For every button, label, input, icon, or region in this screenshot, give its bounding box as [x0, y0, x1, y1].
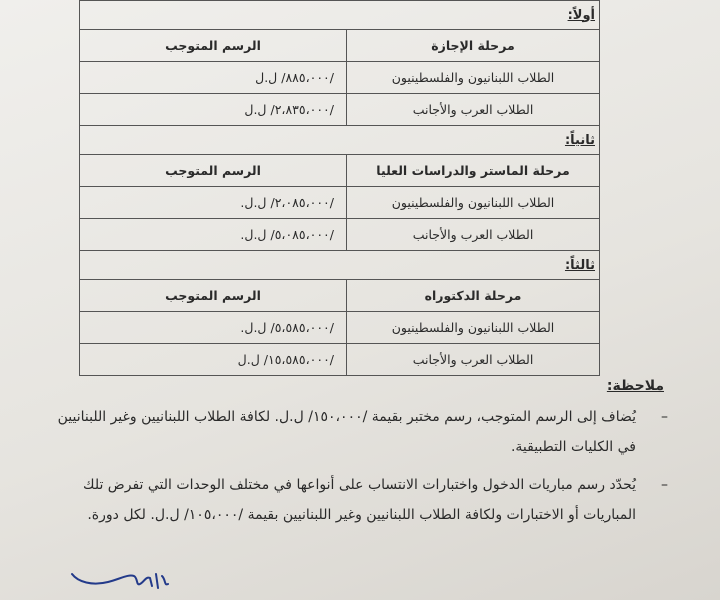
fee-header: الرسم المتوجب: [79, 30, 346, 62]
fee-header: الرسم المتوجب: [79, 155, 346, 187]
stage-header: مرحلة الإجازة: [347, 30, 600, 62]
section-heading-row: [79, 1, 599, 30]
note-text: يُضاف إلى الرسم المتوجب، رسم مختبر بقيمة /١٥٠،٠٠٠/ ل.ل. لكافة الطلاب اللبنانيين وغير اللبنانيين في الكليات التطبيقية.: [57, 409, 636, 455]
student-category: الطلاب العرب والأجانب: [347, 344, 600, 376]
fee-value: /٨٨٥،٠٠٠/ ل.ل: [79, 62, 346, 94]
fee-value: /٥،٠٨٥،٠٠٠/ ل.ل.: [79, 219, 346, 251]
section-heading: أولاً:: [79, 1, 599, 30]
table-row: [79, 62, 599, 94]
fees-table: [79, 0, 600, 376]
section-heading: ثانياً:: [79, 126, 599, 155]
section-heading-row: [79, 126, 599, 155]
table-row: [79, 219, 599, 251]
section-heading-row: [79, 251, 599, 280]
fees-document: [80, 0, 600, 376]
student-category: الطلاب اللبنانيون والفلسطينيون: [347, 312, 600, 344]
table-header-row: [79, 30, 599, 62]
fee-value: /١٥،٥٨٥،٠٠٠/ ل.ل: [79, 344, 346, 376]
section-heading: ثالثاً:: [79, 251, 599, 280]
table-row: [79, 312, 599, 344]
fee-value: /٢،٨٣٥،٠٠٠/ ل.ل: [79, 94, 346, 126]
fee-value: /٢،٠٨٥،٠٠٠/ ل.ل.: [79, 187, 346, 219]
note-title: ملاحظة:: [606, 378, 664, 394]
student-category: الطلاب العرب والأجانب: [347, 219, 600, 251]
table-row: [79, 94, 599, 126]
signature-scribble: [68, 552, 178, 596]
student-category: الطلاب اللبنانيون والفلسطينيون: [347, 187, 600, 219]
student-category: الطلاب العرب والأجانب: [347, 94, 600, 126]
dash-bullet: –: [661, 409, 668, 425]
table-header-row: [79, 280, 599, 312]
student-category: الطلاب اللبنانيون والفلسطينيون: [347, 62, 600, 94]
fee-value: /٥،٥٨٥،٠٠٠/ ل.ل.: [79, 312, 346, 344]
fee-header: الرسم المتوجب: [79, 280, 346, 312]
note-text: يُحدّد رسم مباريات الدخول واختبارات الانتساب على أنواعها في مختلف الوحدات التي تفرض تلك المباريات أو الاختبارات ولكافة الطلاب اللبنانيين وغير اللبنانيين بقيمة /١٠٥،٠٠٠/ ل.ل. لكل دورة.: [83, 477, 636, 523]
note-item: [40, 402, 680, 462]
table-header-row: [79, 155, 599, 187]
table-row: [79, 187, 599, 219]
dash-bullet: –: [661, 477, 668, 493]
stage-header: مرحلة الدكتوراه: [347, 280, 600, 312]
note-item: [40, 470, 680, 530]
note-section: [40, 370, 680, 530]
stage-header: مرحلة الماستر والدراسات العليا: [347, 155, 600, 187]
